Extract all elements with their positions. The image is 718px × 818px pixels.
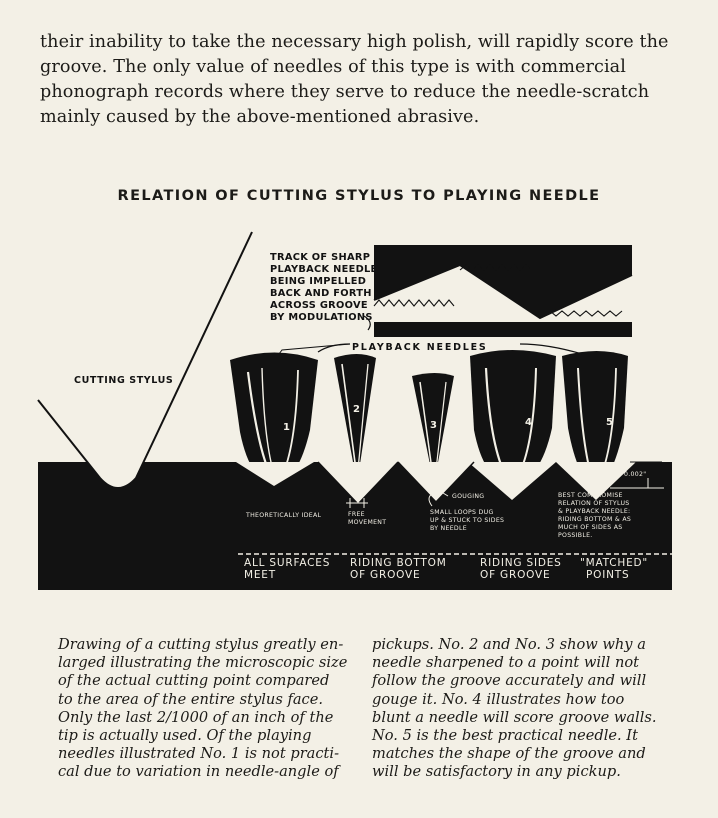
note-free-movement: MOVEMENT [348,519,387,526]
figure-title: RELATION OF CUTTING STYLUS TO PLAYING NEEDLE [117,188,601,204]
note-theoretically-ideal: THEORETICALLY IDEAL [246,512,322,519]
caption-line: of the actual cutting point compared [58,672,330,690]
caption-left [58,636,358,782]
track-label-line: BACK AND FORTH [270,288,372,299]
band-label: "MATCHED" [580,557,649,569]
cutting-stylus-label: CUTTING STYLUS [74,375,174,386]
caption-line: gouge it. No. 4 illustrates how too [372,690,625,708]
intro-line: mainly caused by the above-mentioned abrasive. [40,107,480,127]
band-label: RIDING BOTTOM [350,557,447,569]
note-best-compromise: RIDING BOTTOM & AS [558,516,632,523]
intro-line: phonograph records where they serve to reduce the needle-scratch [40,82,650,102]
band-label: OF GROOVE [480,569,551,581]
caption-line: needle sharpened to a point will not [372,654,640,672]
caption-right [372,636,672,782]
needle-number: 2 [353,404,360,415]
track-label-line: PLAYBACK NEEDLE [270,264,378,275]
track-label-line: BEING IMPELLED [270,276,367,287]
track-label-line: TRACK OF SHARP [270,252,371,263]
note-small-loops: BY NEEDLE [430,525,467,532]
band-label: ALL SURFACES [244,557,331,569]
groove-cutout [38,232,252,488]
band-label: MEET [244,569,276,581]
track-label-line: ACROSS GROOVE [270,300,368,311]
note-best-compromise: MUCH OF SIDES AS [558,524,623,531]
band-label: POINTS [586,569,630,581]
track-label-line: BY MODULATIONS [270,312,373,323]
note-small-loops: SMALL LOOPS DUG [430,509,494,516]
caption-line: No. 5 is the best practical needle. It [372,727,638,745]
note-best-compromise: BEST COMPROMISE [558,492,623,499]
note-small-loops: UP & STUCK TO SIDES [430,517,505,524]
caption-line: Drawing of a cutting stylus greatly en- [58,636,344,653]
note-best-compromise: POSSIBLE. [558,532,593,539]
needle-number: 4 [525,417,532,428]
note-free-movement: FREE [348,511,365,518]
needle-number: 1 [283,422,290,433]
note-gouging: GOUGING [452,493,485,500]
intro-line: their inability to take the necessary high polish, will rapidly score the [40,32,669,52]
caption-line: needles illustrated No. 1 is not practi- [58,745,340,763]
caption-line: cal due to variation in needle-angle of [58,763,339,781]
track-label [270,252,378,323]
caption-line: matches the shape of the groove and [372,745,646,763]
caption-line: larged illustrating the microscopic size [58,654,348,672]
caption-line: follow the groove accurately and will [372,672,647,690]
needle-number: 3 [430,420,437,431]
caption-line: blunt a needle will score groove walls. [372,708,657,726]
track-diagram [364,245,632,337]
playback-needles-label: PLAYBACK NEEDLES [352,342,488,353]
caption-line: Only the last 2/1000 of an inch of the [58,708,334,726]
dimension-label: 0.002" [624,471,647,478]
caption-line: tip is actually used. Of the playing [58,727,312,745]
needle-number: 5 [606,417,613,428]
note-best-compromise: & PLAYBACK NEEDLE: [558,508,631,515]
caption-line: to the area of the entire stylus face. [58,690,324,708]
band-label: OF GROOVE [350,569,421,581]
caption-line: pickups. No. 2 and No. 3 show why a [372,636,646,653]
note-best-compromise: RELATION OF STYLUS [558,500,630,507]
caption-line: will be satisfactory in any pickup. [372,763,621,781]
band-label: RIDING SIDES [480,557,562,569]
intro-line: groove. The only value of needles of this type is with commercial [40,57,626,77]
